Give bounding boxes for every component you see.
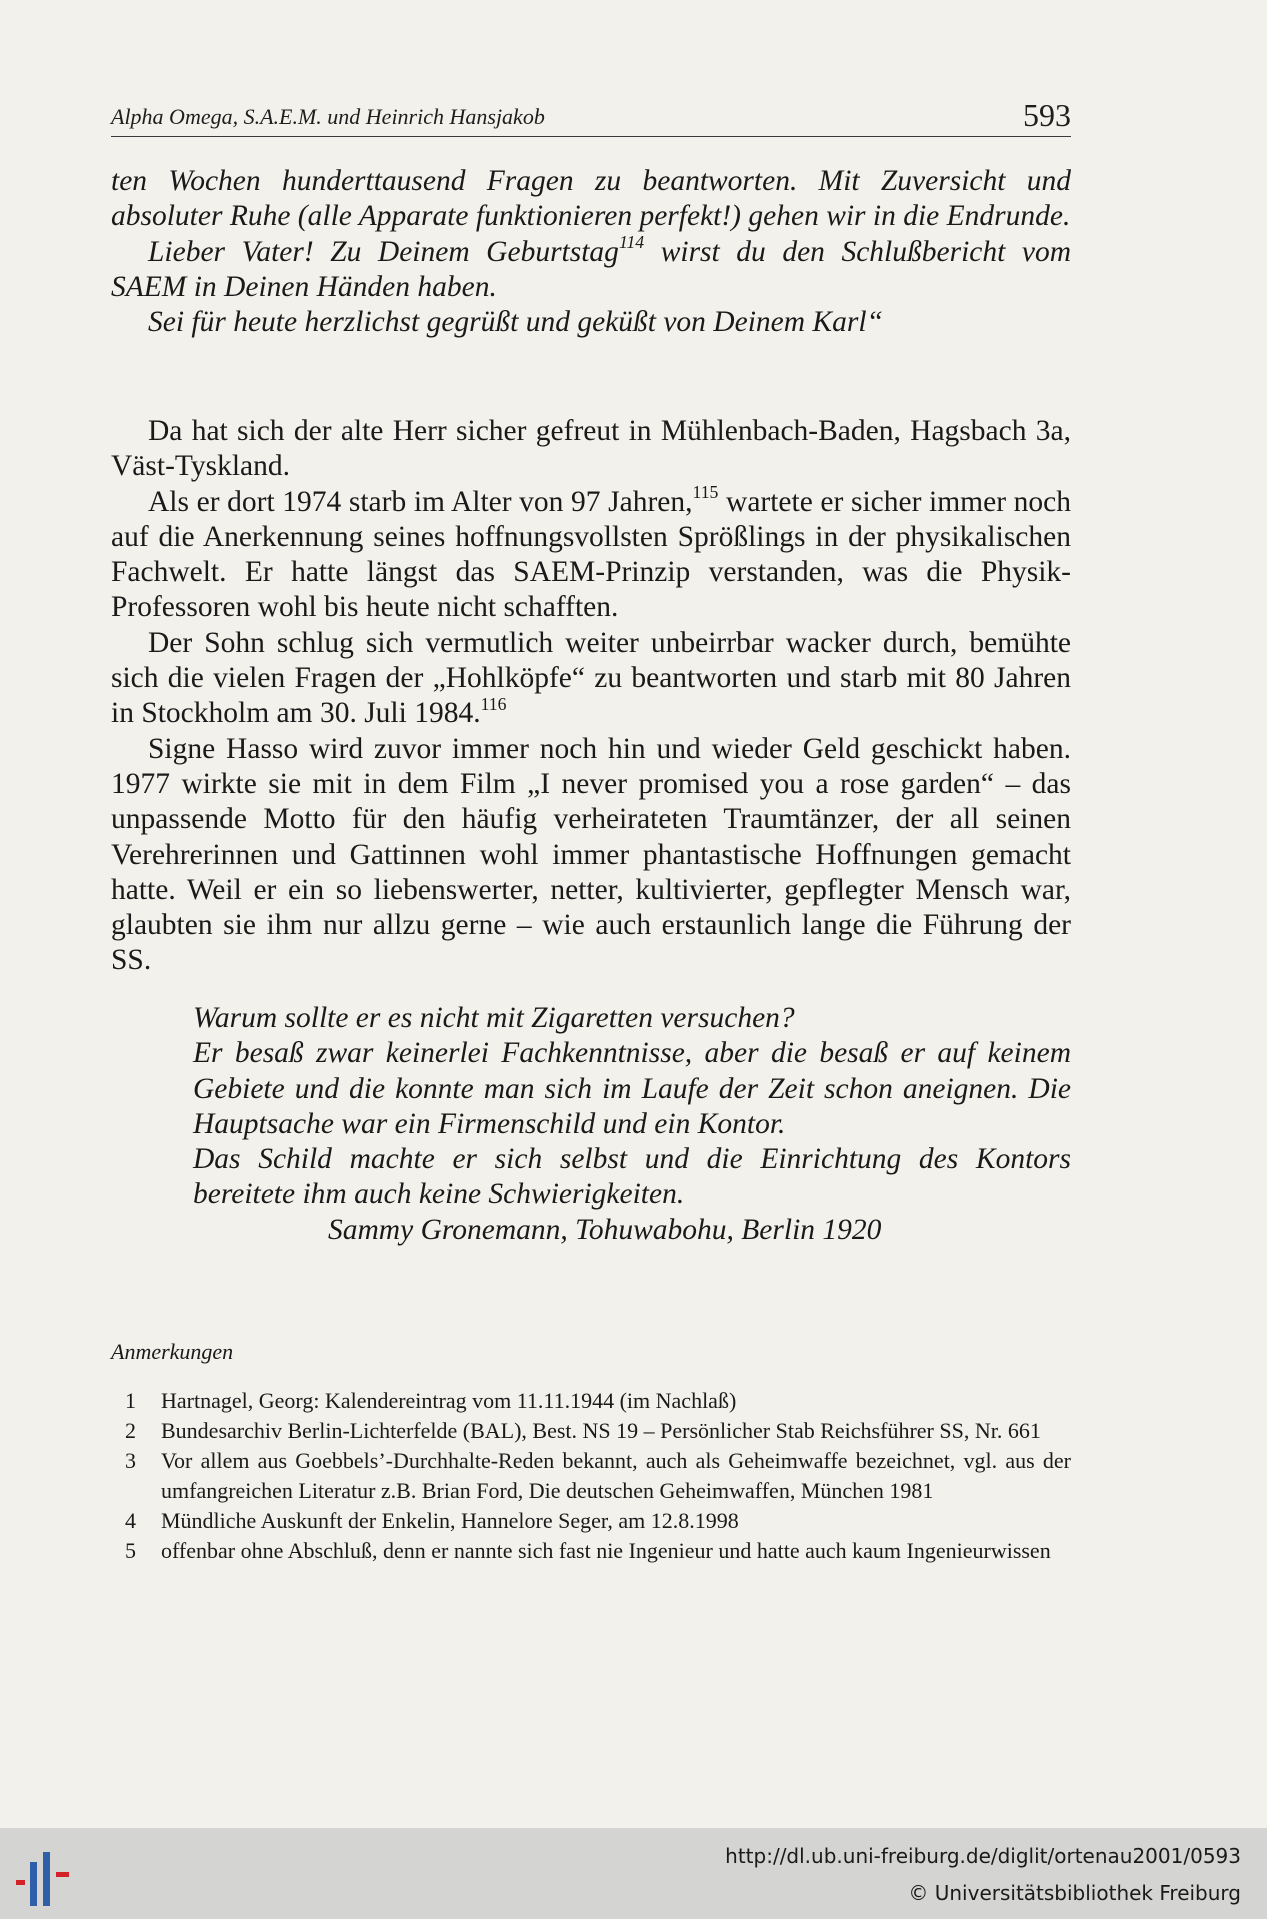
source-url-link[interactable]: http://dl.ub.uni-freiburg.de/diglit/ortenau2001/0593 bbox=[725, 1844, 1241, 1868]
footnote-ref: 114 bbox=[618, 231, 645, 252]
letter-paragraph bbox=[111, 231, 1071, 306]
digital-library-footer bbox=[0, 1828, 1267, 1919]
body-text-run: Der Sohn schlug sich vermutlich weiter unbeirrbar wacker durch, bemühte sich die vielen Fragen der „Hohlköpfe“ zu beantworten und starb mit 80 Jahren in Stockholm am 30. Juli 1984. bbox=[111, 626, 1071, 730]
epigraph-attribution: Sammy Gronemann, Tohuwabohu, Berlin 1920 bbox=[328, 1213, 882, 1246]
letter-closing: Sei für heute herzlichst gegrüßt und geküßt von Deinem Karl“ bbox=[148, 306, 883, 339]
endnote-item bbox=[111, 1536, 1071, 1566]
endnote-item bbox=[111, 1506, 1071, 1536]
endnote-number: 3 bbox=[125, 1448, 136, 1473]
letter-text: Lieber Vater! Zu Deinem Geburtstag bbox=[148, 235, 619, 268]
endnote-number: 4 bbox=[125, 1508, 136, 1533]
letter-paragraph: ten Wochen hunderttausend Fragen zu beantworten. Mit Zuversicht und absoluter Ruhe (alle Apparate funktionieren perfekt!) gehen wir in die Endrunde. bbox=[111, 165, 1071, 233]
body-paragraph: Da hat sich der alte Herr sicher gefreut in Mühlenbach-Baden, Hagsbach 3a, Väst-Tyskland. bbox=[111, 415, 1071, 483]
endnote-text: offenbar ohne Abschluß, denn er nannte sich fast nie Ingenieur und hatte auch kaum Ingenieurwissen bbox=[161, 1538, 1051, 1563]
endnote-item bbox=[111, 1446, 1071, 1506]
body-paragraph bbox=[111, 481, 1071, 626]
endnote-item bbox=[111, 1386, 1071, 1416]
body-text-run: wartete er sicher immer noch auf die Anerkennung seines hoffnungsvollsten Sprößlings in der physikalischen Fachwelt. Er hatte längst das SAEM-Prinzip verstanden, was die Physik-Professoren wohl bis heute nicht schafften. bbox=[111, 485, 1071, 624]
footnote-ref: 115 bbox=[692, 481, 719, 502]
body-paragraph bbox=[111, 626, 1071, 732]
endnote-text: Bundesarchiv Berlin-Lichterfelde (BAL), Best. NS 19 – Persönlicher Stab Reichsführer SS, Nr. 661 bbox=[161, 1418, 1041, 1443]
page-number: 593 bbox=[1023, 97, 1071, 133]
footnote-ref: 116 bbox=[480, 693, 507, 714]
endnote-number: 2 bbox=[125, 1418, 136, 1443]
letter-text: wirst du den Schlußbericht vom SAEM in Deinen Händen haben. bbox=[111, 235, 1071, 303]
copyright-notice: © Universitätsbibliothek Freiburg bbox=[908, 1881, 1241, 1905]
endnote-number: 1 bbox=[125, 1388, 136, 1413]
epigraph-line: Das Schild machte er sich selbst und die Einrichtung des Kontors bereitete ihm auch keine Schwierigkeiten. bbox=[193, 1143, 1071, 1211]
epigraph-line: Warum sollte er es nicht mit Zigaretten versuchen? bbox=[193, 1002, 795, 1034]
endnote-item bbox=[111, 1416, 1071, 1446]
endnote-text: Vor allem aus Goebbels’-Durchhalte-Reden bekannt, auch als Geheimwaffe bezeichnet, vgl. aus der umfangreichen Literatur z.B. Brian Ford, Die deutschen Geheimwaffen, München 1981 bbox=[161, 1448, 1071, 1503]
endnotes bbox=[111, 1339, 1071, 1566]
endnote-text: Hartnagel, Georg: Kalendereintrag vom 11.11.1944 (im Nachlaß) bbox=[161, 1388, 737, 1413]
running-header bbox=[111, 96, 1071, 137]
body-paragraph: Signe Hasso wird zuvor immer noch hin und wieder Geld geschickt haben. 1977 wirkte sie mit in dem Film „I never promised you a rose garden“ – das unpassende Motto für den häufig verheirateten Traumtänzer, der all seinen Verehrerinnen und Gattinnen wohl immer phantastische Hoffnungen gemacht hatte. Weil er ein so liebenswerter, netter, kultivierter, gepflegter Mensch war, glaubten sie ihm nur allzu gerne – wie auch erstaunlich lange die Führung der SS. bbox=[111, 732, 1071, 977]
letter-excerpt bbox=[111, 164, 1071, 340]
epigraph bbox=[193, 1001, 1071, 1248]
body-text bbox=[111, 414, 1071, 979]
endnotes-heading: Anmerkungen bbox=[111, 1339, 234, 1364]
body-text-run: Als er dort 1974 starb im Alter von 97 Jahren, bbox=[148, 485, 693, 518]
running-title: Alpha Omega, S.A.E.M. und Heinrich Hansjakob bbox=[111, 104, 545, 129]
endnote-text: Mündliche Auskunft der Enkelin, Hannelore Seger, am 12.8.1998 bbox=[161, 1508, 739, 1533]
endnote-number: 5 bbox=[125, 1538, 136, 1563]
epigraph-line: Er besaß zwar keinerlei Fachkenntnisse, aber die besaß er auf keinem Gebiete und die konnte man sich im Laufe der Zeit schon aneignen. Die Hauptsache war ein Firmenschild und ein Kontor. bbox=[193, 1037, 1071, 1140]
ub-freiburg-logo-icon bbox=[16, 1842, 78, 1912]
